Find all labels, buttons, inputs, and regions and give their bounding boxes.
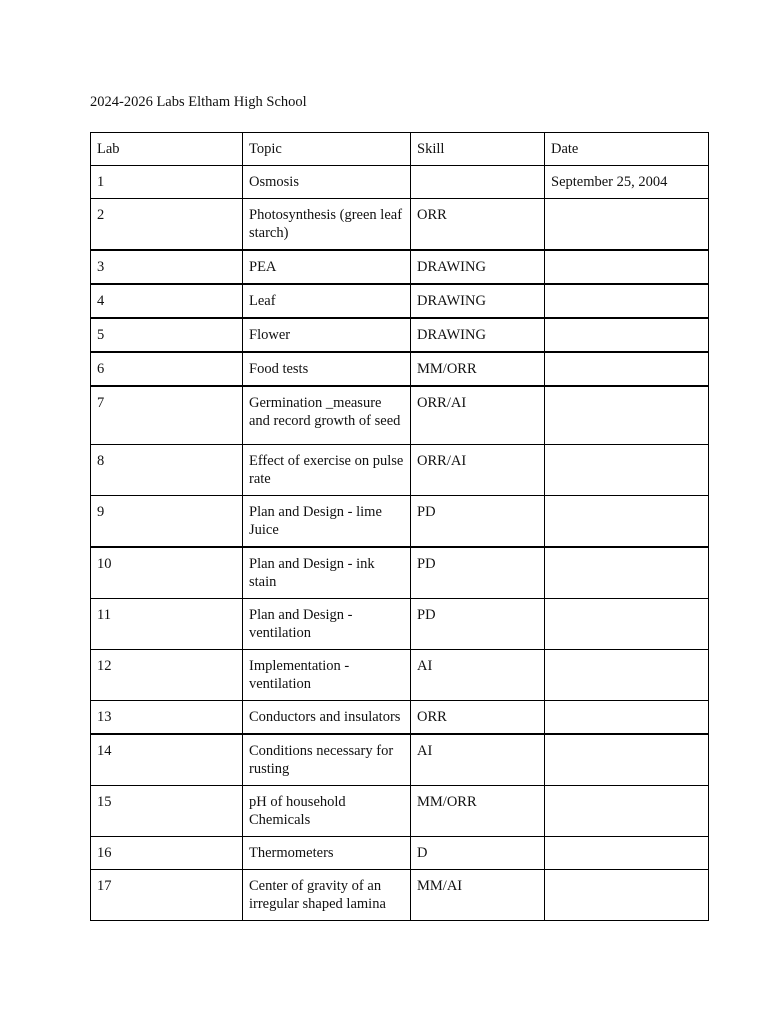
cell-topic: Flower: [243, 318, 411, 352]
cell-topic: Food tests: [243, 352, 411, 386]
cell-skill: AI: [411, 734, 545, 786]
cell-lab: 4: [91, 284, 243, 318]
cell-topic: Implementation - ventilation: [243, 650, 411, 701]
cell-skill: ORR: [411, 199, 545, 251]
cell-skill: PD: [411, 599, 545, 650]
header-date: Date: [545, 133, 709, 166]
cell-date: [545, 199, 709, 251]
cell-skill: D: [411, 837, 545, 870]
cell-skill: MM/ORR: [411, 352, 545, 386]
cell-date: [545, 547, 709, 599]
cell-lab: 3: [91, 250, 243, 284]
cell-topic: Conductors and insulators: [243, 701, 411, 735]
cell-skill: ORR: [411, 701, 545, 735]
cell-lab: 1: [91, 166, 243, 199]
cell-topic: Photosynthesis (green leaf starch): [243, 199, 411, 251]
cell-topic: pH of household Chemicals: [243, 786, 411, 837]
table-row: [91, 386, 709, 445]
table-row: [91, 870, 709, 921]
cell-skill: PD: [411, 496, 545, 548]
cell-date: [545, 496, 709, 548]
header-skill: Skill: [411, 133, 545, 166]
table-row: [91, 547, 709, 599]
labs-table: [90, 132, 709, 921]
cell-topic: Plan and Design - ventilation: [243, 599, 411, 650]
cell-skill: MM/ORR: [411, 786, 545, 837]
cell-date: [545, 250, 709, 284]
cell-skill: AI: [411, 650, 545, 701]
cell-lab: 6: [91, 352, 243, 386]
cell-topic: Leaf: [243, 284, 411, 318]
cell-skill: ORR/AI: [411, 386, 545, 445]
cell-topic: Conditions necessary for rusting: [243, 734, 411, 786]
cell-date: September 25, 2004: [545, 166, 709, 199]
cell-date: [545, 650, 709, 701]
cell-lab: 7: [91, 386, 243, 445]
cell-lab: 13: [91, 701, 243, 735]
cell-date: [545, 870, 709, 921]
cell-topic: Thermometers: [243, 837, 411, 870]
header-topic: Topic: [243, 133, 411, 166]
cell-topic: Center of gravity of an irregular shaped lamina: [243, 870, 411, 921]
cell-lab: 2: [91, 199, 243, 251]
table-row: [91, 734, 709, 786]
cell-topic: Effect of exercise on pulse rate: [243, 445, 411, 496]
cell-lab: 11: [91, 599, 243, 650]
cell-date: [545, 445, 709, 496]
cell-lab: 15: [91, 786, 243, 837]
cell-topic: Germination _measure and record growth of seed: [243, 386, 411, 445]
cell-date: [545, 352, 709, 386]
table-row: [91, 786, 709, 837]
table-row: [91, 199, 709, 251]
cell-date: [545, 599, 709, 650]
cell-lab: 16: [91, 837, 243, 870]
page-title: 2024-2026 Labs Eltham High School: [90, 94, 307, 110]
cell-lab: 5: [91, 318, 243, 352]
cell-skill: PD: [411, 547, 545, 599]
table-row: [91, 250, 709, 284]
cell-skill: DRAWING: [411, 318, 545, 352]
cell-skill: ORR/AI: [411, 445, 545, 496]
table-row: [91, 701, 709, 735]
cell-lab: 10: [91, 547, 243, 599]
table-row: [91, 837, 709, 870]
table-row: [91, 445, 709, 496]
cell-skill: [411, 166, 545, 199]
table-row: [91, 166, 709, 199]
cell-skill: DRAWING: [411, 250, 545, 284]
cell-lab: 8: [91, 445, 243, 496]
cell-lab: 17: [91, 870, 243, 921]
cell-date: [545, 734, 709, 786]
cell-date: [545, 701, 709, 735]
cell-date: [545, 386, 709, 445]
cell-date: [545, 284, 709, 318]
cell-skill: DRAWING: [411, 284, 545, 318]
table-header-row: [91, 133, 709, 166]
cell-topic: Plan and Design - lime Juice: [243, 496, 411, 548]
cell-lab: 9: [91, 496, 243, 548]
cell-date: [545, 786, 709, 837]
table-row: [91, 650, 709, 701]
table-row: [91, 496, 709, 548]
cell-lab: 12: [91, 650, 243, 701]
cell-lab: 14: [91, 734, 243, 786]
cell-date: [545, 837, 709, 870]
cell-topic: PEA: [243, 250, 411, 284]
cell-topic: Plan and Design - ink stain: [243, 547, 411, 599]
cell-date: [545, 318, 709, 352]
table-row: [91, 284, 709, 318]
table-row: [91, 599, 709, 650]
table-row: [91, 352, 709, 386]
table-row: [91, 318, 709, 352]
header-lab: Lab: [91, 133, 243, 166]
cell-skill: MM/AI: [411, 870, 545, 921]
cell-topic: Osmosis: [243, 166, 411, 199]
